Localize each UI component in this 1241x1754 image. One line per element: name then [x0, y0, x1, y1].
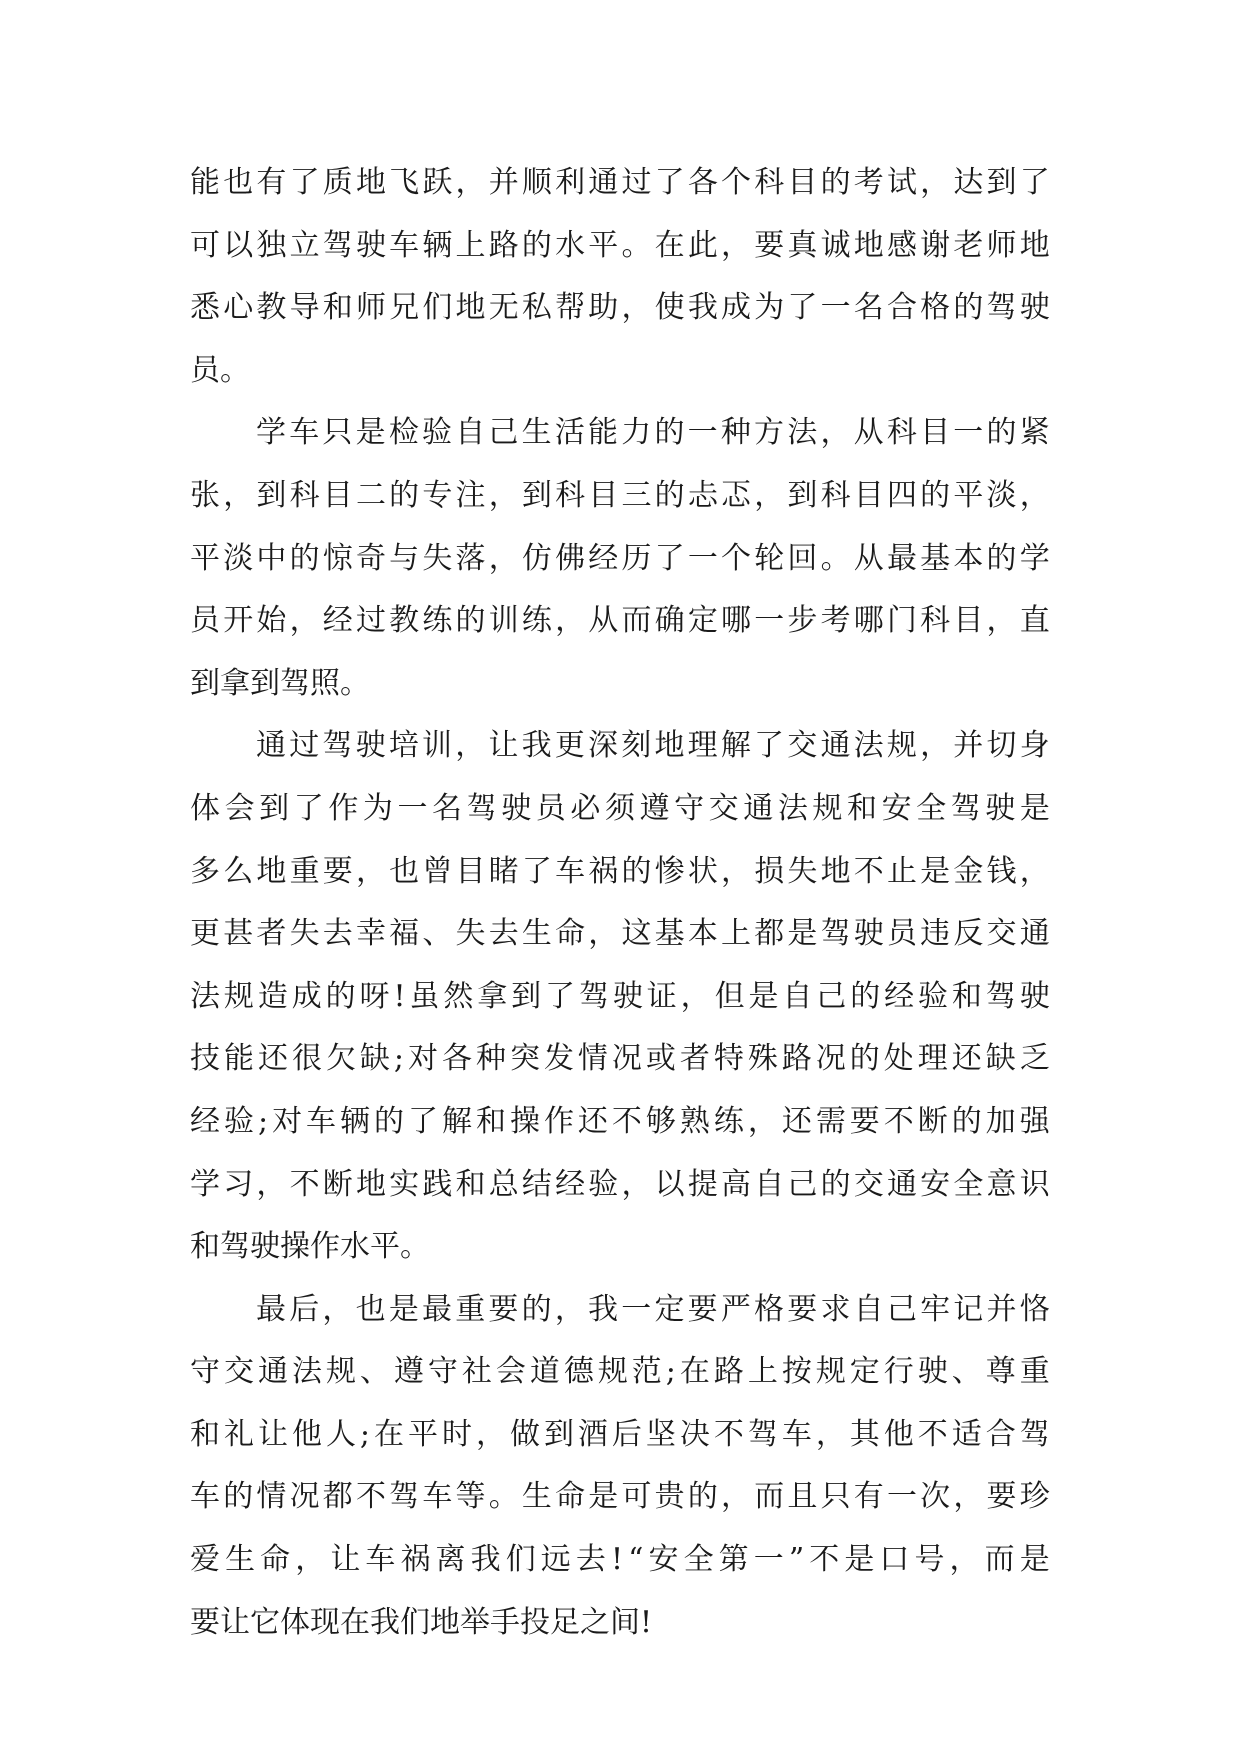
paragraph-2	[190, 402, 1050, 715]
text-line: 爱 生 命 ， 让 车 祸 离 我 们 远 去 ! “ 安 全 第 一 ” 不 是 口 号 ， 而 是	[190, 1542, 1050, 1578]
text-line: 车 的 情 况 都 不 驾 车 等 。 生 命 是 可 贵 的 ， 而 且 只 有 一 次 ， 要 珍	[190, 1479, 1050, 1515]
text-line: 和 礼 让 他 人 ; 在 平 时 ， 做 到 酒 后 坚 决 不 驾 车 ， 其 他 不 适 合 驾	[190, 1416, 1050, 1452]
paragraph-4	[190, 1279, 1050, 1655]
text-line: 要让它体现在我们地举手投足之间!	[190, 1604, 653, 1640]
text-line: 能 也 有 了 质 地 飞 跃 ， 并 顺 利 通 过 了 各 个 科 目 的 考 试 ， 达 到 了	[190, 165, 1050, 200]
text-line: 悉 心 教 导 和 师 兄 们 地 无 私 帮 助 ， 使 我 成 为 了 一 名 合 格 的 驾 驶	[190, 290, 1050, 326]
paragraph-1	[190, 152, 1050, 402]
text-line: 员。	[190, 352, 250, 388]
document-body	[190, 152, 1050, 1654]
text-line: 通 过 驾 驶 培 训 ， 让 我 更 深 刻 地 理 解 了 交 通 法 规 ， 并 切 身	[256, 728, 1050, 764]
text-line: 张 ， 到 科 目 二 的 专 注 ， 到 科 目 三 的 忐 忑 ， 到 科 目 四 的 平 淡 ，	[190, 477, 1050, 513]
text-line: 员 开 始 ， 经 过 教 练 的 训 练 ， 从 而 确 定 哪 一 步 考 哪 门 科 目 ， 直	[190, 603, 1050, 639]
text-line: 更 甚 者 失 去 幸 福 、 失 去 生 命 ， 这 基 本 上 都 是 驾 驶 员 违 反 交 通	[190, 916, 1050, 952]
text-line: 平 淡 中 的 惊 奇 与 失 落 ， 仿 佛 经 历 了 一 个 轮 回 。 从 最 基 本 的 学	[190, 540, 1050, 576]
text-line: 经 验 ; 对 车 辆 的 了 解 和 操 作 还 不 够 熟 练 ， 还 需 要 不 断 的 加 强	[190, 1103, 1050, 1139]
text-line: 法 规 造 成 的 呀 ! 虽 然 拿 到 了 驾 驶 证 ， 但 是 自 己 的 经 验 和 驾 驶	[190, 978, 1050, 1014]
text-line: 多 么 地 重 要 ， 也 曾 目 睹 了 车 祸 的 惨 状 ， 损 失 地 不 止 是 金 钱 ，	[190, 853, 1050, 889]
text-line: 可 以 独 立 驾 驶 车 辆 上 路 的 水 平 。 在 此 ， 要 真 诚 地 感 谢 老 师 地	[190, 227, 1050, 263]
text-line: 学 车 只 是 检 验 自 己 生 活 能 力 的 一 种 方 法 ， 从 科 目 一 的 紧	[256, 415, 1050, 451]
text-line: 最 后 ， 也 是 最 重 要 的 ， 我 一 定 要 严 格 要 求 自 己 牢 记 并 恪	[256, 1291, 1050, 1327]
text-line: 和驾驶操作水平。	[190, 1229, 430, 1265]
text-line: 技 能 还 很 欠 缺 ; 对 各 种 突 发 情 况 或 者 特 殊 路 况 的 处 理 还 缺 乏	[190, 1041, 1050, 1077]
text-line: 到拿到驾照。	[190, 665, 370, 701]
text-line: 体 会 到 了 作 为 一 名 驾 驶 员 必 须 遵 守 交 通 法 规 和 安 全 驾 驶 是	[190, 790, 1050, 826]
text-line: 学 习 ， 不 断 地 实 践 和 总 结 经 验 ， 以 提 高 自 己 的 交 通 安 全 意 识	[190, 1166, 1050, 1202]
text-line: 守 交 通 法 规 、 遵 守 社 会 道 德 规 范 ; 在 路 上 按 规 定 行 驶 、 尊 重	[190, 1354, 1050, 1390]
paragraph-3	[190, 715, 1050, 1278]
